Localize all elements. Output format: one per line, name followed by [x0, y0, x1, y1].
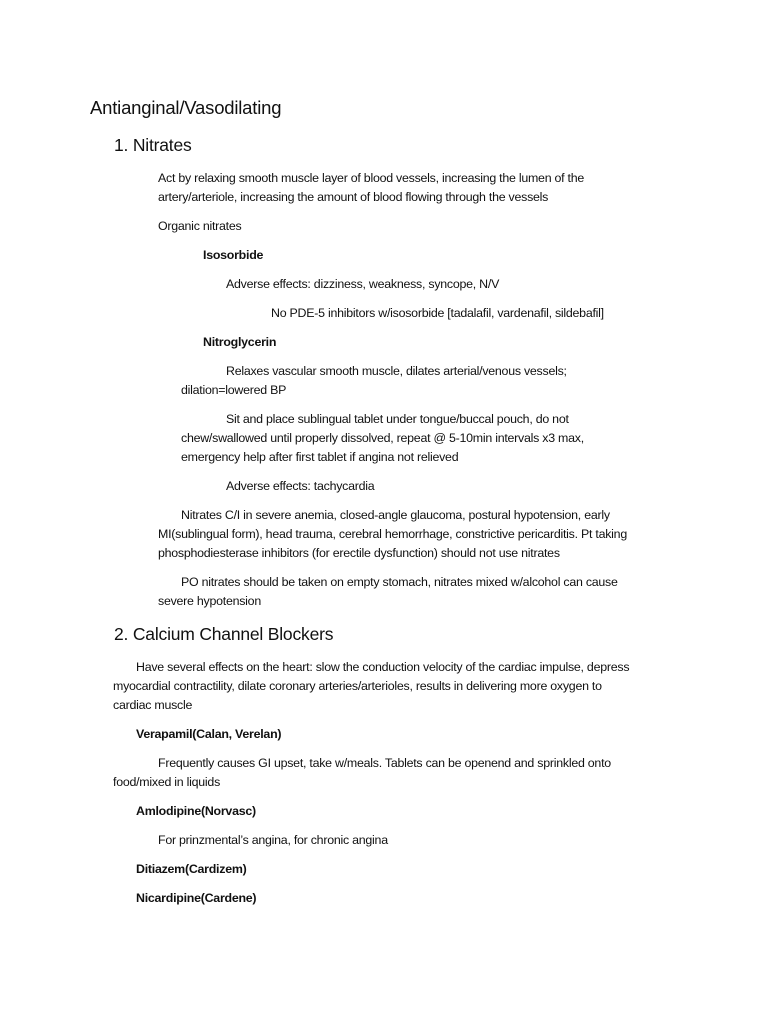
drug-name-isosorbide: Isosorbide: [203, 248, 264, 262]
drug-name-ditiazem: Ditiazem(Cardizem): [136, 862, 247, 876]
paragraph-line: Have several effects on the heart: slow the conduction velocity of the cardiac impulse, depress: [136, 660, 630, 674]
drug-name-nitroglycerin: Nitroglycerin: [203, 335, 277, 349]
paragraph-line: phosphodiesterase inhibitors (for erectile dysfunction) should not use nitrates: [158, 546, 560, 560]
paragraph-line: Organic nitrates: [158, 219, 242, 233]
paragraph-line: myocardial contractility, dilate coronary arteries/arterioles, results in delivering more oxygen to: [113, 679, 602, 693]
section-heading-nitrates: 1. Nitrates: [114, 135, 192, 155]
paragraph-line: artery/arteriole, increasing the amount of blood flowing through the vessels: [158, 190, 549, 204]
paragraph-line: Sit and place sublingual tablet under tongue/buccal pouch, do not: [226, 412, 569, 426]
paragraph-line: cardiac muscle: [113, 698, 193, 712]
drug-name-verapamil: Verapamil(Calan, Verelan): [136, 727, 282, 741]
document-title: Antianginal/Vasodilating: [90, 97, 282, 118]
paragraph-line: emergency help after first tablet if angina not relieved: [181, 450, 459, 464]
paragraph-line: For prinzmental’s angina, for chronic angina: [158, 833, 388, 847]
paragraph-line: severe hypotension: [158, 594, 261, 608]
section-heading-calcium-channel-blockers: 2. Calcium Channel Blockers: [114, 624, 334, 644]
paragraph-line: Frequently causes GI upset, take w/meals. Tablets can be openend and sprinkled onto: [158, 756, 611, 770]
paragraph-line: chew/swallowed until properly dissolved, repeat @ 5-10min intervals x3 max,: [181, 431, 584, 445]
paragraph-line: food/mixed in liquids: [113, 775, 221, 789]
paragraph-line: MI(sublingual form), head trauma, cerebral hemorrhage, constrictive pericarditis. Pt taking: [158, 527, 627, 541]
paragraph-line: PO nitrates should be taken on empty stomach, nitrates mixed w/alcohol can cause: [181, 575, 618, 589]
paragraph-line: Act by relaxing smooth muscle layer of blood vessels, increasing the lumen of the: [158, 171, 585, 185]
paragraph-line: dilation=lowered BP: [181, 383, 287, 397]
paragraph-line: No PDE-5 inhibitors w/isosorbide [tadalafil, vardenafil, sildebafil]: [271, 306, 604, 320]
paragraph-line: Nitrates C/I in severe anemia, closed-angle glaucoma, postural hypotension, early: [181, 508, 610, 522]
paragraph-line: Adverse effects: tachycardia: [226, 479, 375, 493]
paragraph-line: Adverse effects: dizziness, weakness, syncope, N/V: [226, 277, 500, 291]
drug-name-nicardipine: Nicardipine(Cardene): [136, 891, 257, 905]
paragraph-line: Relaxes vascular smooth muscle, dilates arterial/venous vessels;: [226, 364, 567, 378]
drug-name-amlodipine: Amlodipine(Norvasc): [136, 804, 256, 818]
